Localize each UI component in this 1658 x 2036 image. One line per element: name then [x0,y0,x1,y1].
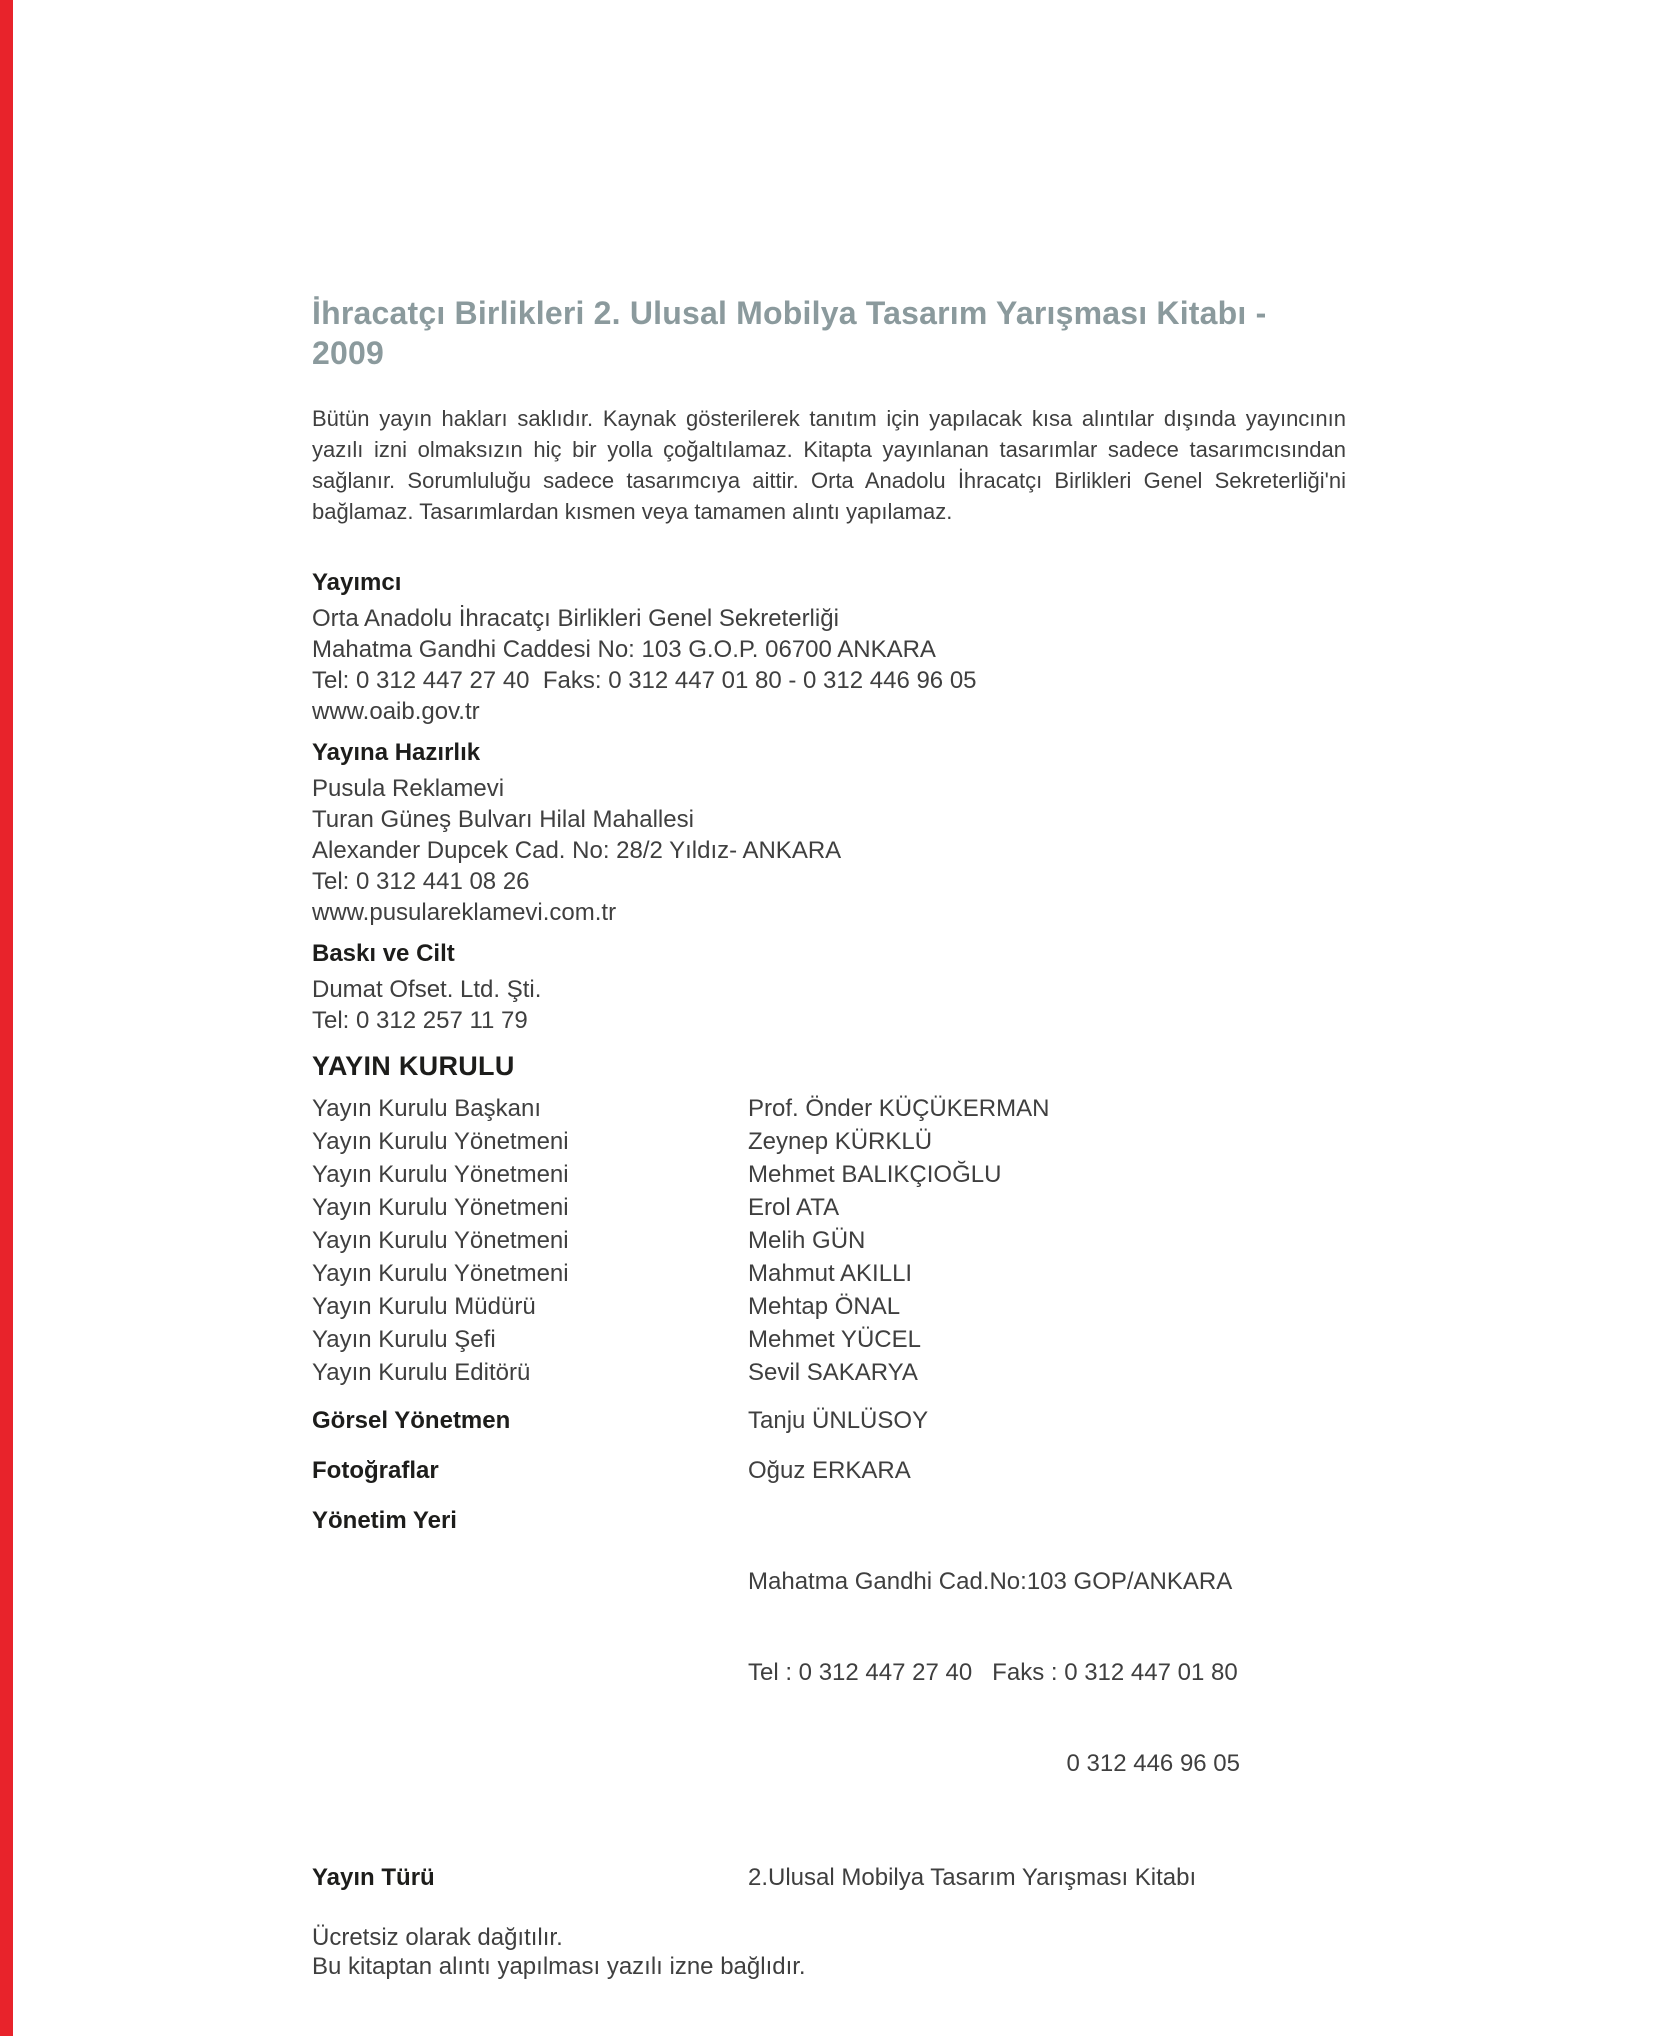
copyright-paragraph: Bütün yayın hakları saklıdır. Kaynak gösterilerek tanıtım için yapılacak kısa alıntılar dışında yayıncının yazılı izni olmaksızın hiç bir yolla çoğaltılamaz. Kitapta yayınlanan tasarımlar sadece tasarımcısından sağlanır. Sorumluluğu sadece tasarımcıya aittir. Orta Anadolu İhracatçı Birlikleri Genel Sekreterliği'ni bağlamaz. Tasarımlardan kısmen veya tamamen alıntı yapılamaz. [312,406,1346,524]
print-company: Dumat Ofset. Ltd. Şti. [312,976,542,1003]
board-row [312,1158,1346,1191]
board-row [312,1356,1346,1389]
print-details [312,974,1346,1036]
board-row [312,1323,1346,1356]
board-row [312,1092,1346,1125]
footer-free-distribution: Ücretsiz olarak dağıtılır. [312,1924,563,1951]
credit-value [748,1505,1240,1840]
board-row [312,1290,1346,1323]
publisher-phone-fax: Tel: 0 312 447 27 40 Faks: 0 312 447 01 80 - 0 312 446 96 05 [312,667,977,694]
board-member: Erol ATA [748,1194,840,1221]
board-role: Yayın Kurulu Yönetmeni [312,1194,569,1221]
board-member: Prof. Önder KÜÇÜKERMAN [748,1095,1050,1122]
publisher-details [312,603,1346,727]
credit-label: Yayın Türü [312,1864,435,1891]
section-heading-publisher: Yayımcı [312,569,402,596]
board-member: Melih GÜN [748,1227,866,1254]
publisher-name: Orta Anadolu İhracatçı Birlikleri Genel Sekreterliği [312,605,839,632]
publisher-address: Mahatma Gandhi Caddesi No: 103 G.O.P. 06700 ANKARA [312,636,936,663]
editorial-board-list [312,1092,1346,1389]
board-row [312,1191,1346,1224]
board-row [312,1125,1346,1158]
board-member: Zeynep KÜRKLÜ [748,1128,933,1155]
management-phone-fax: Tel : 0 312 447 27 40 Faks : 0 312 447 01 80 [748,1659,1238,1686]
preparation-street: Turan Güneş Bulvarı Hilal Mahallesi [312,806,694,833]
credit-row-management-office [312,1505,1346,1840]
board-member: Mehmet BALIKÇIOĞLU [748,1161,1002,1188]
board-row [312,1224,1346,1257]
section-heading-print: Baskı ve Cilt [312,940,455,967]
credit-row-publication-type [312,1862,1346,1893]
board-role: Yayın Kurulu Yönetmeni [312,1227,569,1254]
board-role: Yayın Kurulu Yönetmeni [312,1260,569,1287]
board-row [312,1257,1346,1290]
page-title: İhracatçı Birlikleri 2. Ulusal Mobilya Tasarım Yarışması Kitabı - 2009 [312,295,1267,371]
footer-notes [312,1923,1346,1981]
preparation-phone: Tel: 0 312 441 08 26 [312,868,530,895]
colophon-page [312,0,1346,1981]
print-phone: Tel: 0 312 257 11 79 [312,1007,528,1034]
credit-value: 2.Ulusal Mobilya Tasarım Yarışması Kitabı [748,1864,1197,1891]
board-role: Yayın Kurulu Şefi [312,1326,496,1353]
credit-label: Görsel Yönetmen [312,1407,511,1434]
section-heading-preparation: Yayına Hazırlık [312,739,481,766]
preparation-address: Alexander Dupcek Cad. No: 28/2 Yıldız- ANKARA [312,837,842,864]
preparation-details [312,773,1346,928]
board-member: Mahmut AKILLI [748,1260,913,1287]
credit-value: Tanju ÜNLÜSOY [748,1407,929,1434]
board-member: Mehtap ÖNAL [748,1293,901,1320]
footer-quote-permission: Bu kitaptan alıntı yapılması yazılı izne bağlıdır. [312,1953,806,1980]
publisher-website: www.oaib.gov.tr [312,698,480,725]
board-role: Yayın Kurulu Editörü [312,1359,531,1386]
management-fax-2: 0 312 446 96 05 [1066,1750,1240,1777]
board-role: Yayın Kurulu Yönetmeni [312,1161,569,1188]
preparation-website: www.pusulareklamevi.com.tr [312,899,617,926]
credit-row-photos [312,1455,1346,1486]
credit-label: Fotoğraflar [312,1457,439,1484]
board-role: Yayın Kurulu Yönetmeni [312,1128,569,1155]
board-heading: YAYIN KURULU [312,1051,515,1081]
credit-row-art-director [312,1405,1346,1436]
credit-value: Oğuz ERKARA [748,1457,911,1484]
board-role: Yayın Kurulu Başkanı [312,1095,542,1122]
board-member: Mehmet YÜCEL [748,1326,921,1353]
board-member: Sevil SAKARYA [748,1359,918,1386]
management-address: Mahatma Gandhi Cad.No:103 GOP/ANKARA [748,1568,1233,1595]
board-role: Yayın Kurulu Müdürü [312,1293,536,1320]
preparation-company: Pusula Reklamevi [312,775,505,802]
credit-label: Yönetim Yeri [312,1507,457,1534]
left-accent-stripe [0,0,13,2036]
